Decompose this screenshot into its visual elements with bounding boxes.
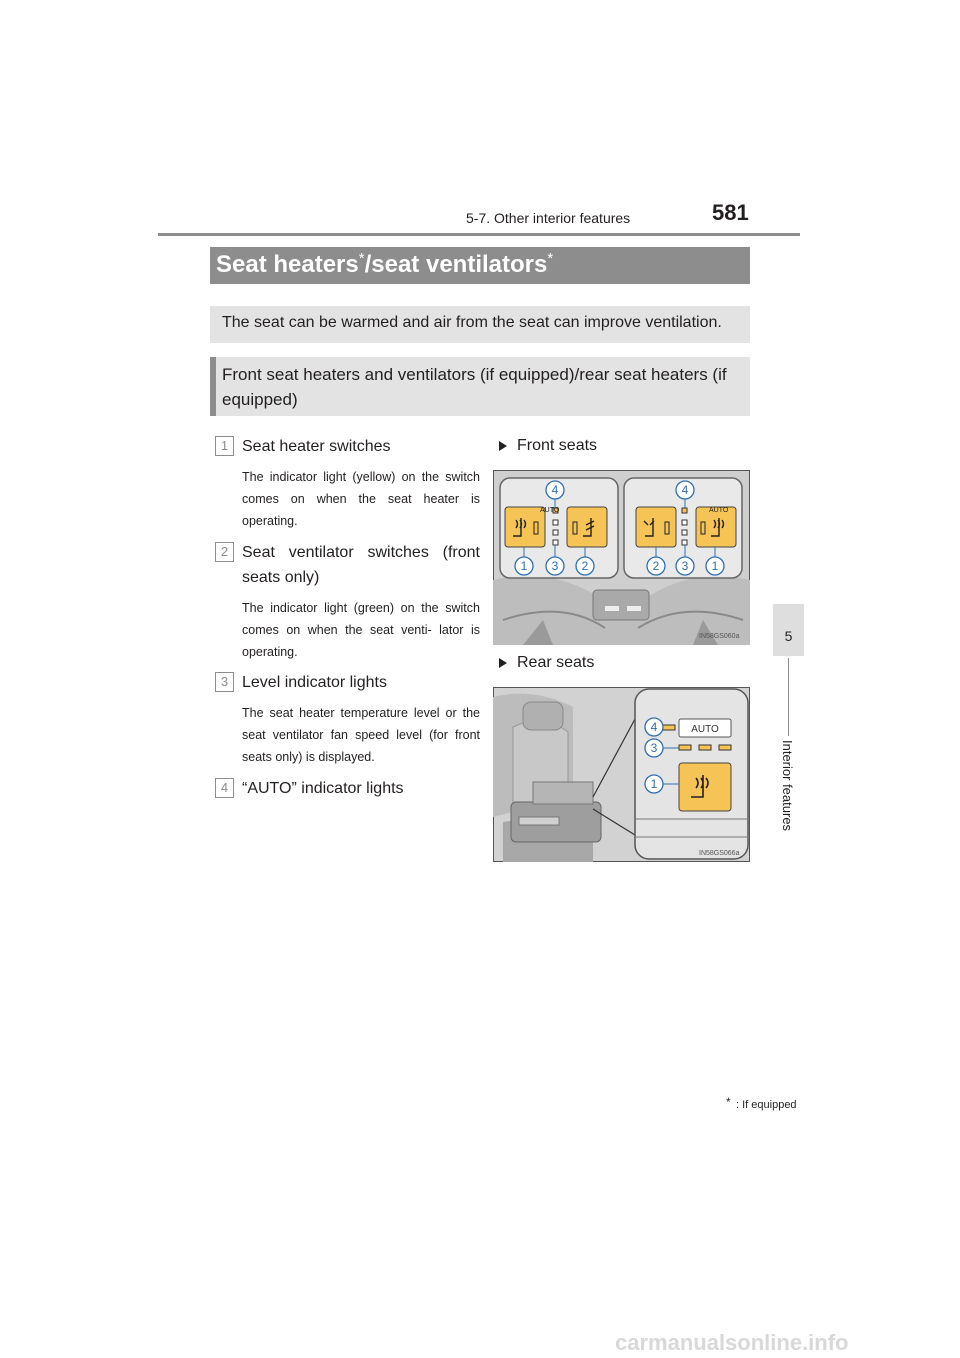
chapter-title: Interior features xyxy=(780,740,795,832)
front-callout: 4 xyxy=(681,483,689,497)
item-title-4: “AUTO” indicator lights xyxy=(242,780,404,797)
item-number-4: 4 xyxy=(215,778,234,798)
item-title-3: Level indicator lights xyxy=(242,674,387,691)
rear-callout: 1 xyxy=(650,777,658,791)
front-callout: 1 xyxy=(711,559,719,573)
header-rule xyxy=(158,233,800,236)
front-figure-code: IN58GS060a xyxy=(699,633,740,640)
item-title-2: Seat ventilator switches (front seats only) xyxy=(242,544,480,586)
front-callout: 2 xyxy=(652,559,660,573)
front-callout: 1 xyxy=(520,559,528,573)
page-title: Seat heaters*/seat ventilators* xyxy=(216,250,554,278)
running-header-section: 5-7. Other interior features xyxy=(466,210,631,226)
item-desc-1: The indicator light (yellow) on the switch comes on when the seat heater is operating. xyxy=(242,470,480,528)
page-number: 581 xyxy=(712,200,749,225)
front-callout: 3 xyxy=(681,559,689,573)
item-number-2: 2 xyxy=(215,542,234,562)
item-number-1: 1 xyxy=(215,436,234,456)
rear-figure-code: IN58GS066a xyxy=(699,850,740,857)
intro-text: The seat can be warmed and air from the seat can improve ventilation. xyxy=(222,314,722,331)
subsection-heading: Front seat heaters and ventilators (if equipped)/rear seat heaters (if equipped) xyxy=(222,365,727,409)
front-right-auto-label: AUTO xyxy=(709,507,729,514)
front-seats-caption: Front seats xyxy=(517,437,598,454)
item-desc-2: The indicator light (green) on the switch comes on when the seat venti- lator is operating. xyxy=(242,601,480,659)
caption-arrow-icon xyxy=(499,658,507,668)
watermark: carmanualsonline.info xyxy=(615,1330,849,1355)
chapter-tab-rule xyxy=(788,658,789,736)
caption-arrow-icon xyxy=(499,441,507,451)
chapter-number: 5 xyxy=(784,628,793,644)
footnote: * : If equipped xyxy=(726,1095,797,1111)
rear-callout: 3 xyxy=(650,741,658,755)
rear-auto-label: AUTO xyxy=(691,724,719,735)
front-callout: 3 xyxy=(551,559,559,573)
rear-seats-caption: Rear seats xyxy=(517,654,595,671)
title-asterisk: * xyxy=(358,250,365,267)
item-title-1: Seat heater switches xyxy=(242,438,391,455)
footnote-asterisk: * xyxy=(726,1095,731,1109)
item-desc-3: The seat heater temperature level or the seat ventilator fan speed level (for front seats only) is displayed. xyxy=(242,706,480,764)
front-callout: 4 xyxy=(551,483,559,497)
front-seats-figure xyxy=(493,470,750,645)
front-callout: 2 xyxy=(581,559,589,573)
rear-callout: 4 xyxy=(650,720,658,734)
front-left-auto-label: AUTO xyxy=(540,507,560,514)
rear-seats-figure xyxy=(493,687,750,862)
item-number-3: 3 xyxy=(215,672,234,692)
title-asterisk-2: * xyxy=(547,250,554,267)
